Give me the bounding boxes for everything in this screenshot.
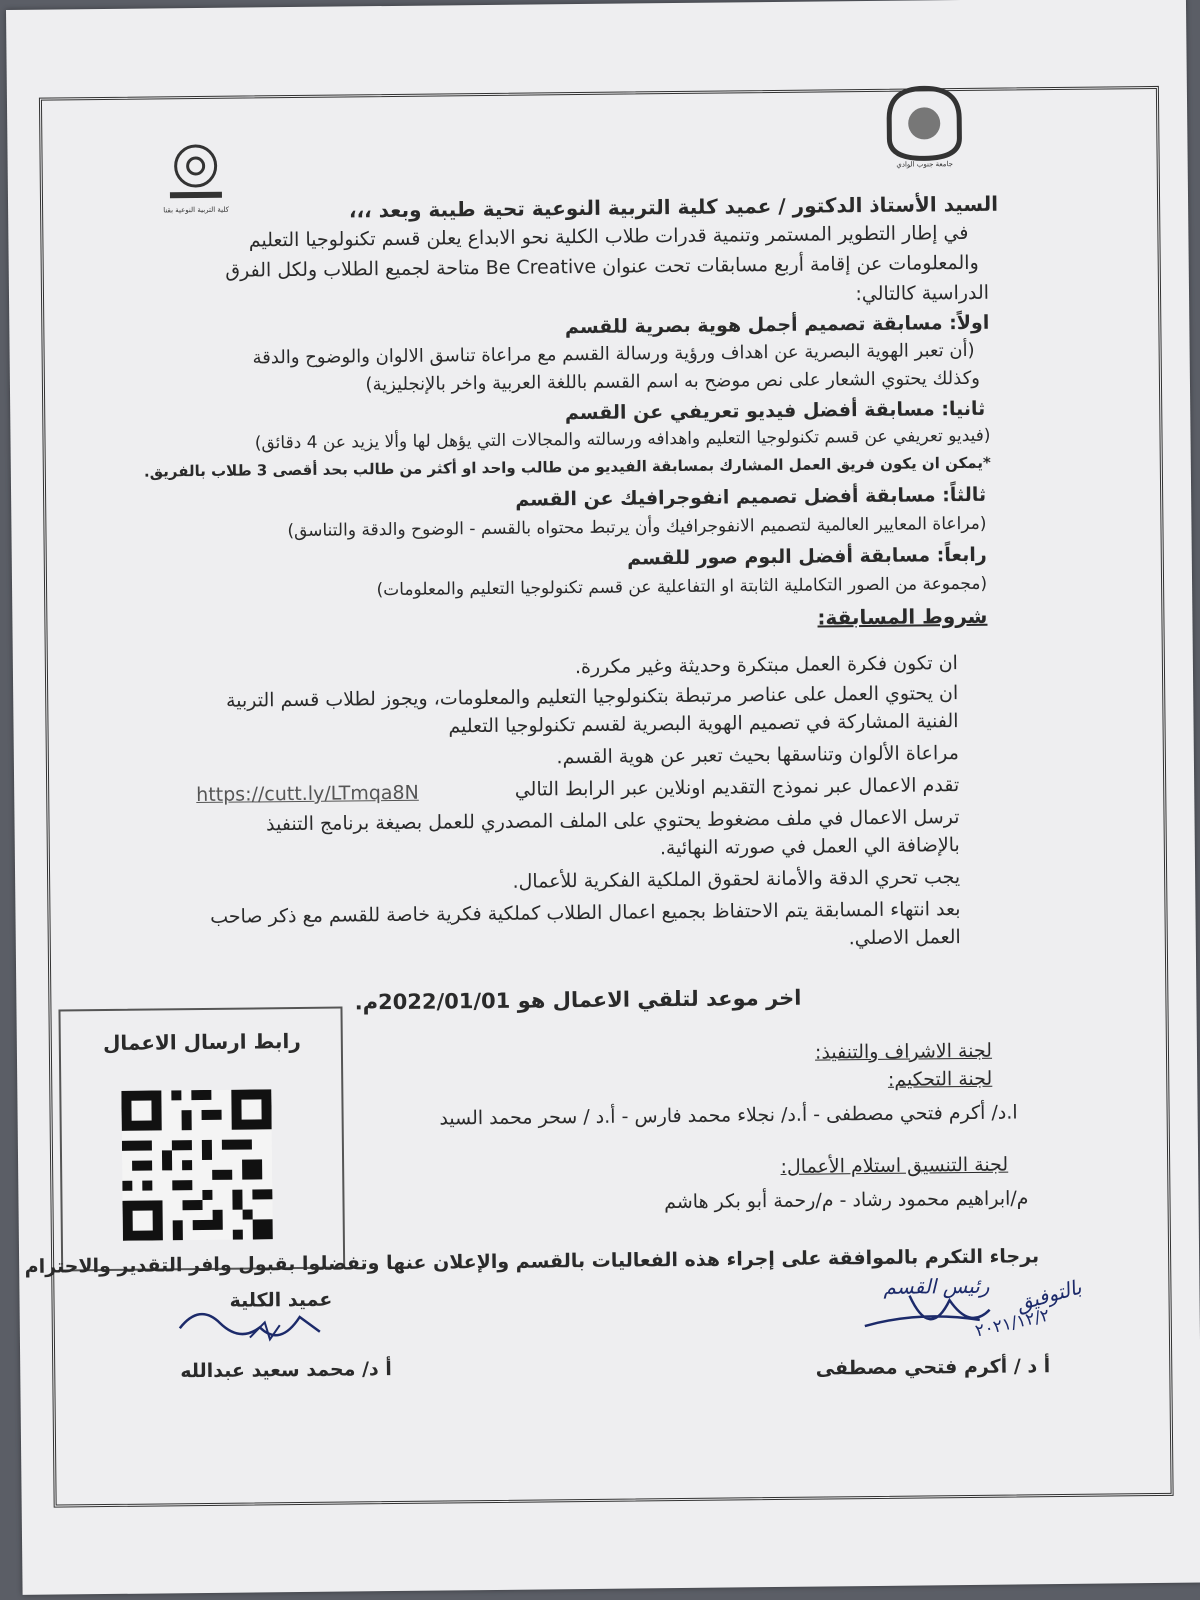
qr-box (58, 1007, 345, 1272)
condition-5-line-2: بالإضافة الي العمل في صورته النهائية. (659, 834, 960, 860)
condition-7-line-1: بعد انتهاء المسابقة يتم الاحتفاظ بجميع اعمال الطلاب كملكية فكرية خاصة للقسم مع ذكر صاحب (210, 898, 961, 928)
coordination-members: م/ابراهيم محمود رشاد - م/رحمة أبو بكر هاشم (664, 1187, 1029, 1214)
handwritten-note: بالتوفيق (1013, 1274, 1084, 1316)
submission-link[interactable]: https://cutt.ly/LTmqa8N (196, 781, 419, 807)
dean-signature-icon (170, 1297, 341, 1359)
condition-5-line-1: ترسل الاعمال في ملف مضغوط يحتوي على الملف المصدري للعمل بصيغة برنامج التنفيذ (265, 806, 960, 836)
qr-box-title: رابط ارسال الاعمال (102, 1028, 301, 1056)
intro-line-3: الدراسية كالتالي: (855, 281, 990, 306)
intro-line-1: في إطار التطوير المستمر وتنمية قدرات طلاب الكلية نحو الابداع يعلن قسم تكنولوجيا التعليم (248, 221, 969, 252)
competition-1-desc-1: (أن تعبر الهوية البصرية عن اهداف ورؤية ورسالة القسم مع مراعاة تناسق الالوان والوضوح والدقة (252, 339, 975, 369)
condition-3: مراعاة الألوان وتناسقها بحيث تعبر عن هوية القسم. (556, 742, 959, 769)
judging-members: ا.د/ أكرم فتحي مصطفى - أ.د/ نجلاء محمد فارس - أ.د / سحر محمد السيد (439, 1101, 1018, 1130)
svg-text:كلية التربية النوعية بقنا: كلية التربية النوعية بقنا (163, 205, 229, 215)
qr-code-icon[interactable] (121, 1089, 273, 1241)
condition-2-line-1: ان يحتوي العمل على عناصر مرتبطة بتكنولوجيا التعليم والمعلومات، ويجوز لطلاب قسم التربية (225, 682, 959, 712)
competition-3-desc: (مراعاة المعايير العالمية لتصميم الانفوجرافيك وأن يرتبط محتواه بالقسم - الوضوح والدقة والتناسق) (287, 513, 987, 542)
condition-7-line-2: العمل الاصلي. (848, 926, 961, 950)
judging-committee: لجنة التحكيم: (887, 1067, 993, 1091)
faculty-logo-icon (157, 136, 238, 217)
competition-2-note: *يمكن ان يكون فريق العمل المشارك بمسابقة الفيديو من طالب واحد او أكثر من طالب بحد أقصى 3 طلاب بالفريق. (143, 453, 991, 481)
svg-text:جامعة جنوب الوادي: جامعة جنوب الوادي (896, 160, 954, 169)
intro-line-2: والمعلومات عن إقامة أربع مسابقات تحت عنوان Be Creative متاحة لجميع الطلاب ولكل الفرق (225, 251, 979, 282)
coordination-committee: لجنة التنسيق استلام الأعمال: (780, 1153, 1009, 1178)
addressee-line: السيد الأستاذ الدكتور / عميد كلية التربية النوعية تحية طيبة وبعد ،،، (348, 191, 999, 223)
document-sheet (6, 0, 1200, 1595)
closing-line: برجاء التكرم بالموافقة على إجراء هذه الفعاليات بالقسم والإعلان عنها وتفضلوا بقبول وافر التقدير والاحترام (24, 1245, 1040, 1278)
condition-2-line-2: الفنية المشاركة في تصميم الهوية البصرية لقسم تكنولوجيا التعليم (448, 710, 959, 738)
competition-2-desc-1: (فيديو تعريفي عن قسم تكنولوجيا التعليم واهدافه ورسالته والمجالات التي يؤهل لها وألا يزيد عن 4 دقائق) (254, 425, 991, 454)
deadline: اخر موعد لتلقي الاعمال هو 2022/01/01م. (354, 985, 802, 1015)
competition-1-title: اولاً: مسابقة تصميم أجمل هوية بصرية للقسم (564, 311, 990, 339)
dean-name: أ د/ محمد سعيد عبدالله (180, 1358, 392, 1383)
university-logo-icon (879, 78, 970, 169)
head-name: أ د / أكرم فتحي مصطفى (815, 1355, 1051, 1380)
condition-6: يجب تحري الدقة والأمانة لحقوق الملكية الفكرية للأعمال. (512, 866, 961, 893)
competition-4-title: رابعاً: مسابقة أفضل البوم صور للقسم (627, 543, 987, 570)
competition-1-desc-2: وكذلك يحتوي الشعار على نص موضح به اسم القسم باللغة العربية واخر بالإنجليزية) (365, 367, 981, 396)
supervision-committee: لجنة الاشراف والتنفيذ: (814, 1039, 993, 1064)
head-title: رئيس القسم (883, 1273, 990, 1299)
condition-4: تقدم الاعمال عبر نموذج التقديم اونلاين عبر الرابط التالي (514, 774, 960, 801)
dean-title: عميد الكلية (229, 1288, 333, 1312)
competition-4-desc: (مجموعة من الصور التكاملية الثابتة او التفاعلية عن قسم تكنولوجيا التعليم والمعلومات) (376, 573, 988, 601)
competition-2-title: ثانيا: مسابقة أفضل فيديو تعريفي عن القسم (564, 397, 986, 425)
conditions-heading: شروط المسابقة: (817, 603, 988, 630)
competition-3-title: ثالثاً: مسابقة أفضل تصميم انفوجرافيك عن القسم (515, 483, 987, 511)
handwritten-date: ٢٠٢١/١٢/٢ (973, 1305, 1052, 1342)
condition-1: ان تكون فكرة العمل مبتكرة وحديثة وغير مكررة. (574, 652, 959, 679)
